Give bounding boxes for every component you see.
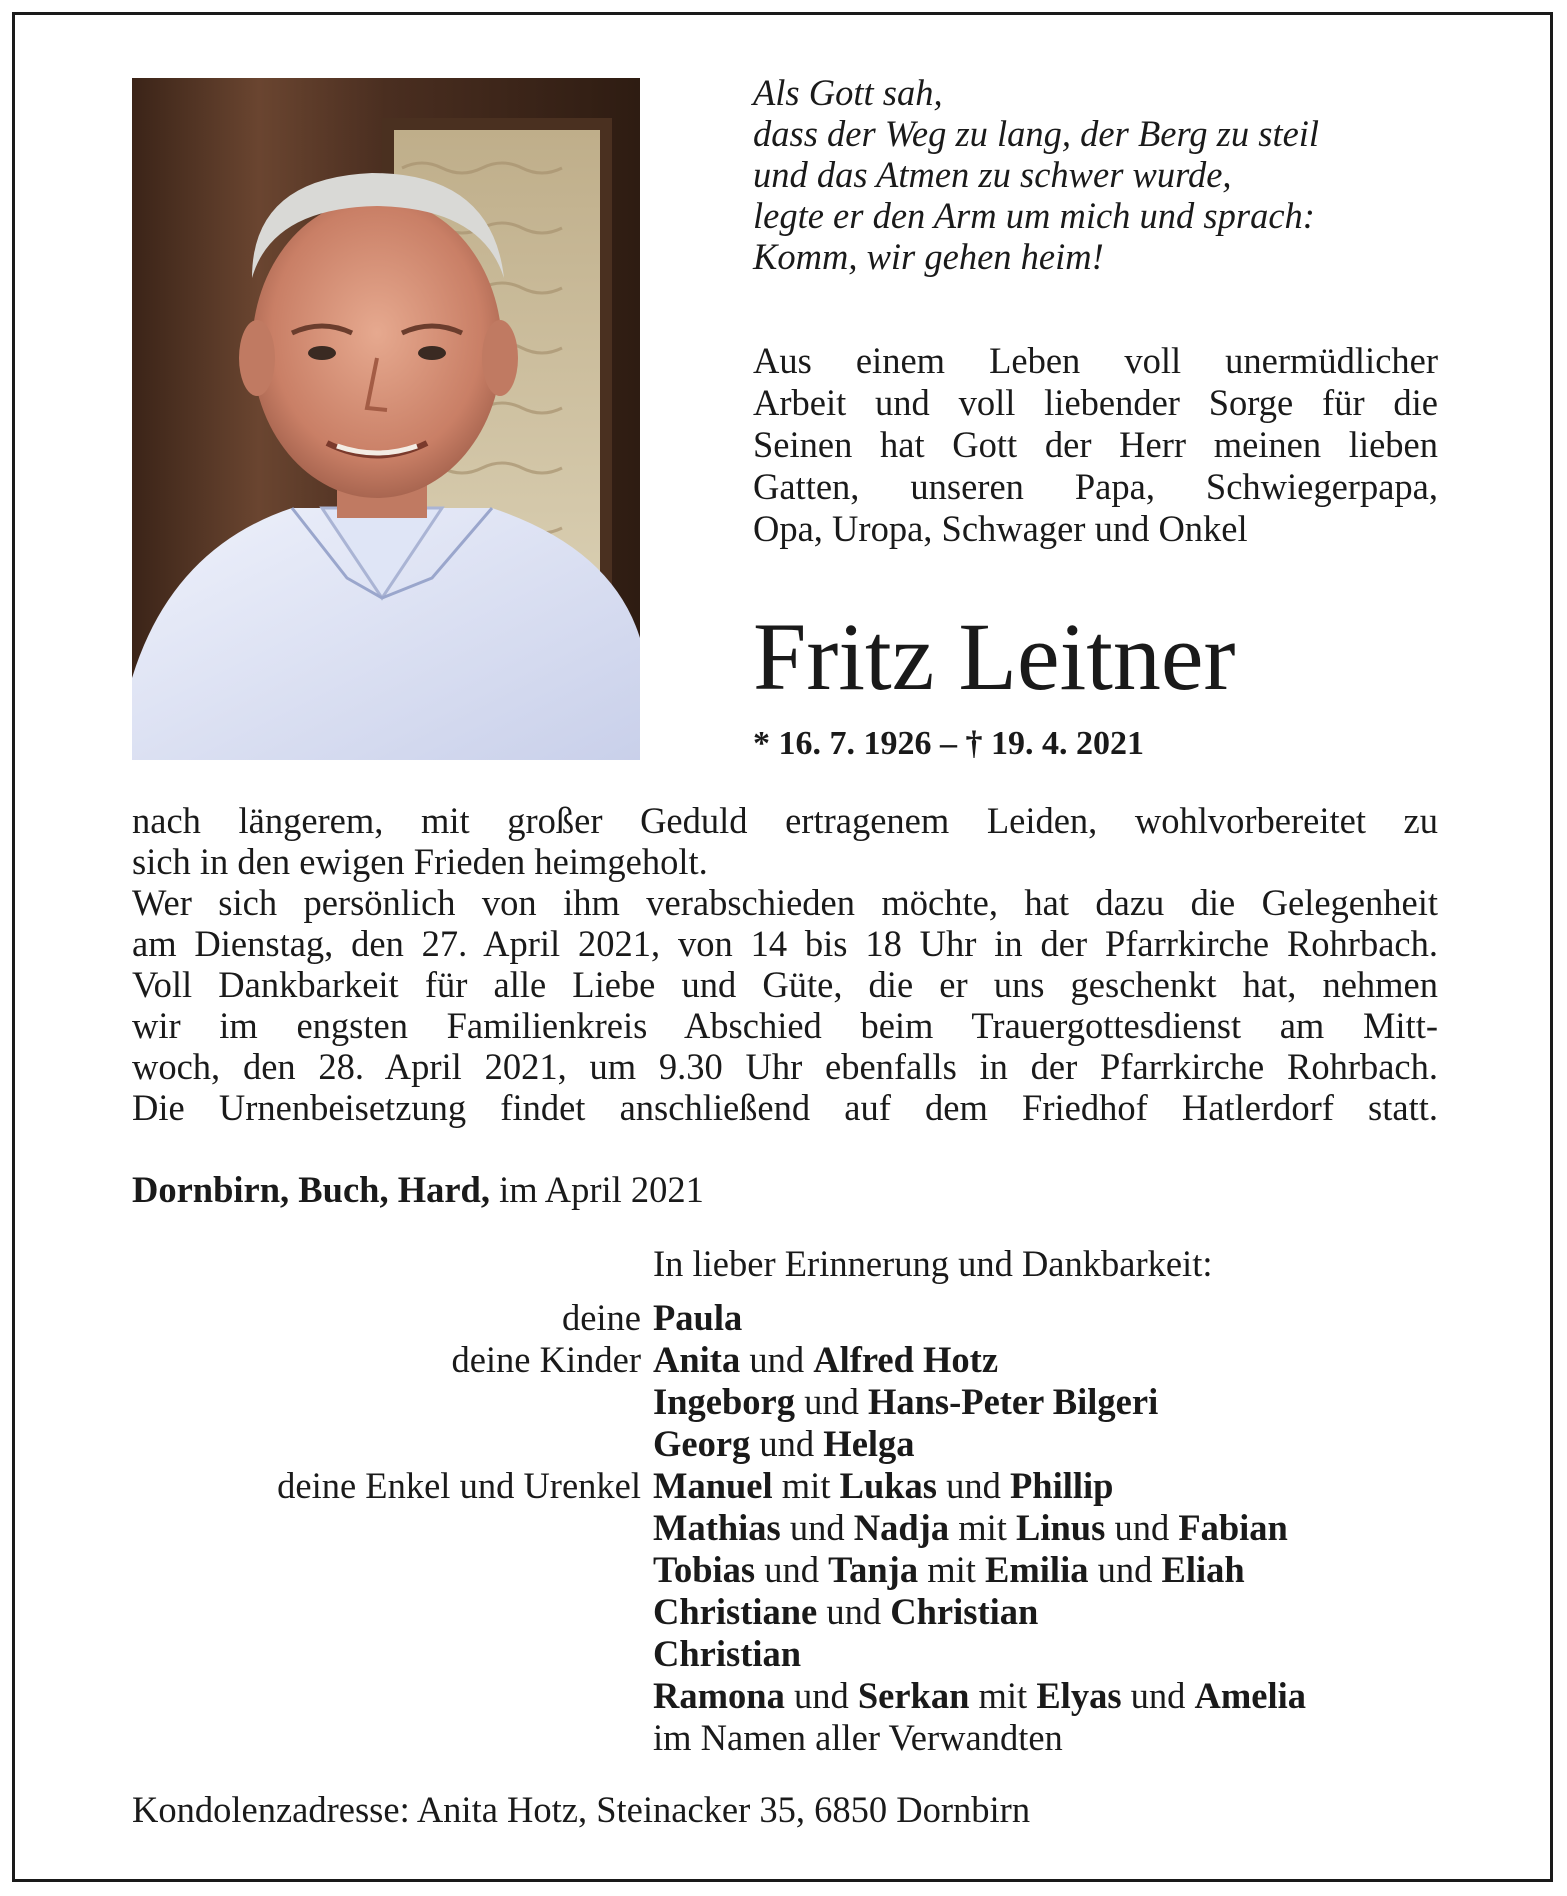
family-names [653, 1716, 1063, 1759]
body-line: woch, den 28. April 2021, um 9.30 Uhr ebenfalls in der Pfarrkirche Rohrbach. [132, 1046, 1438, 1087]
family-row [0, 1548, 1567, 1590]
poem [753, 72, 1453, 277]
family-member-name: Amelia [1194, 1675, 1307, 1716]
family-member-name: Phillip [1010, 1465, 1114, 1506]
family-member-name: Tobias [653, 1549, 756, 1590]
family-member-name: Christiane [653, 1591, 818, 1632]
family-connector: und [1121, 1675, 1195, 1716]
condolence-address: Kondolenzadresse: Anita Hotz, Steinacker 35, 6850 Dornbirn [132, 1789, 1031, 1830]
poem-line: Komm, wir gehen heim! [753, 236, 1104, 277]
life-dates: * 16. 7. 1926 – † 19. 4. 2021 [753, 725, 1144, 762]
poem-line: und das Atmen zu schwer wurde, [753, 154, 1232, 195]
family-connector: mit [949, 1507, 1017, 1548]
family-member-name: Ingeborg [653, 1381, 795, 1422]
family-member-name: Elyas [1036, 1675, 1122, 1716]
place-date: im April 2021 [499, 1169, 704, 1210]
family-row [0, 1296, 1567, 1338]
body-line: Voll Dankbarkeit für alle Liebe und Güte, die er uns geschenkt hat, nehmen [132, 964, 1438, 1005]
family-connector: und [937, 1465, 1010, 1506]
family-connector: mit [772, 1465, 840, 1506]
family-row [0, 1590, 1567, 1632]
family-names [653, 1338, 998, 1381]
family-connector: und [740, 1339, 814, 1380]
body-line: am Dienstag, den 27. April 2021, von 14 bis 18 Uhr in der Pfarrkirche Rohrbach. [132, 923, 1438, 964]
family-member-name: Lukas [839, 1465, 937, 1506]
family-row [0, 1380, 1567, 1422]
place-and-date [132, 1168, 704, 1211]
family-member-name: Mathias [653, 1507, 781, 1548]
family-member-name: Paula [653, 1297, 743, 1338]
family-member-name: Manuel [653, 1465, 773, 1506]
family-names [653, 1506, 1288, 1549]
family-member-name: Serkan [857, 1675, 970, 1716]
family-names [653, 1380, 1158, 1423]
family-member-name: Hans-Peter Bilgeri [867, 1381, 1159, 1422]
poem-line: Als Gott sah, [753, 72, 943, 113]
poem-line: legte er den Arm um mich und sprach: [753, 195, 1315, 236]
portrait-photo [132, 78, 640, 760]
intro-line: Arbeit und voll liebender Sorge für die [753, 382, 1438, 423]
family-member-name: Tanja [828, 1549, 919, 1590]
family-row [0, 1674, 1567, 1716]
family-member-name: Christian [890, 1591, 1039, 1632]
body-line: Wer sich persönlich von ihm verabschieden möchte, hat dazu die Gelegenheit [132, 882, 1438, 923]
intro-line: Gatten, unseren Papa, Schwiegerpapa, [753, 466, 1438, 507]
family-connector: im Namen aller Verwandten [653, 1717, 1063, 1758]
family-member-name: Christian [653, 1633, 802, 1674]
family-member-name: Anita [653, 1339, 741, 1380]
family-list [0, 1296, 1567, 1758]
family-names [653, 1548, 1245, 1591]
family-connector: und [1088, 1549, 1162, 1590]
body-line: sich in den ewigen Frieden heimgeholt. [132, 841, 708, 882]
family-relation: deine Kinder [451, 1339, 641, 1380]
intro-line: Opa, Uropa, Schwager und Onkel [753, 508, 1248, 549]
place-towns: Dornbirn, Buch, Hard, [132, 1169, 490, 1210]
deceased-name: Fritz Leitner [753, 603, 1236, 710]
family-names [653, 1296, 742, 1339]
family-member-name: Linus [1016, 1507, 1106, 1548]
family-member-name: Georg [653, 1423, 751, 1464]
body-line: wir im engsten Familienkreis Abschied beim Trauergottesdienst am Mitt- [132, 1005, 1438, 1046]
family-connector: mit [918, 1549, 986, 1590]
family-names [653, 1674, 1306, 1717]
family-names [653, 1422, 915, 1465]
family-row [0, 1632, 1567, 1674]
intro-line: Seinen hat Gott der Herr meinen lieben [753, 424, 1438, 465]
family-member-name: Fabian [1178, 1507, 1288, 1548]
poem-line: dass der Weg zu lang, der Berg zu steil [753, 113, 1320, 154]
portrait-image [132, 78, 640, 760]
intro-line: Aus einem Leben voll unermüdlicher [753, 340, 1438, 381]
family-member-name: Emilia [985, 1549, 1089, 1590]
intro-paragraph [753, 340, 1438, 550]
family-row [0, 1506, 1567, 1548]
family-row [0, 1464, 1567, 1506]
family-member-name: Helga [823, 1423, 915, 1464]
family-connector: und [780, 1507, 854, 1548]
body-text [132, 800, 1438, 1128]
family-row [0, 1338, 1567, 1380]
family-relation: deine [561, 1297, 641, 1338]
family-names [653, 1632, 801, 1675]
family-connector: und [755, 1549, 829, 1590]
family-member-name: Alfred Hotz [813, 1339, 999, 1380]
body-line: Die Urnenbeisetzung findet anschließend auf dem Friedhof Hatlerdorf statt. [132, 1087, 1438, 1128]
family-row [0, 1422, 1567, 1464]
family-names [653, 1464, 1113, 1507]
family-connector: und [794, 1381, 868, 1422]
family-relation: deine Enkel und Urenkel [277, 1465, 641, 1506]
family-row [0, 1716, 1567, 1758]
family-connector: und [817, 1591, 891, 1632]
family-connector: und [784, 1675, 858, 1716]
memory-heading: In lieber Erinnerung und Dankbarkeit: [653, 1243, 1213, 1284]
family-connector: mit [969, 1675, 1037, 1716]
family-connector: und [750, 1423, 824, 1464]
family-connector: und [1105, 1507, 1179, 1548]
family-member-name: Ramona [653, 1675, 785, 1716]
family-member-name: Nadja [853, 1507, 950, 1548]
family-names [653, 1590, 1038, 1633]
family-member-name: Eliah [1161, 1549, 1245, 1590]
body-line: nach längerem, mit großer Geduld ertragenem Leiden, wohlvorbereitet zu [132, 800, 1438, 841]
